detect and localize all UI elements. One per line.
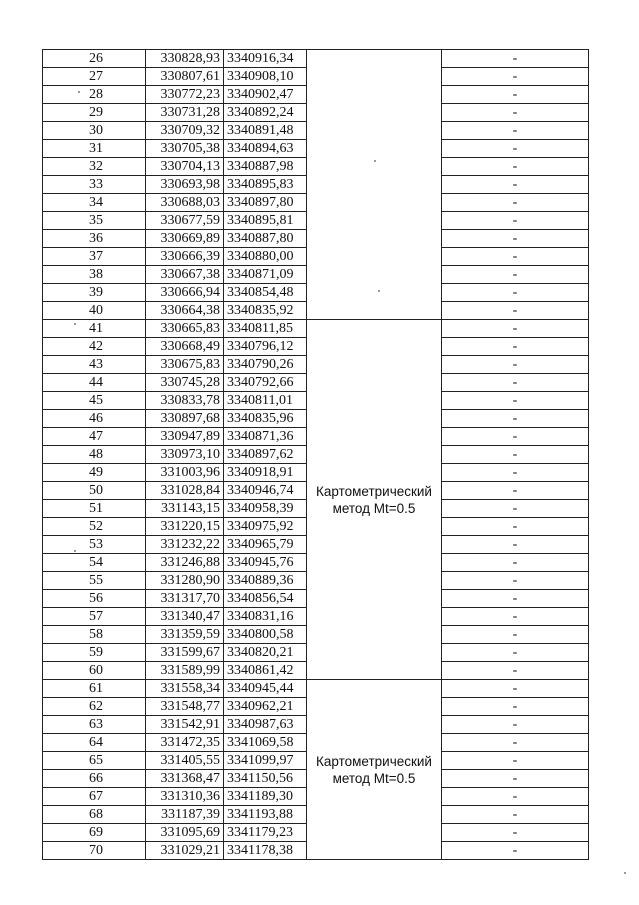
x-coordinate-cell: 330665,83 xyxy=(146,320,224,338)
dash-cell: - xyxy=(442,140,589,158)
point-number-cell: 26 xyxy=(43,50,146,68)
point-number-cell: 66 xyxy=(43,770,146,788)
method-line-1: Картометрический xyxy=(316,483,432,499)
x-coordinate-cell: 331187,39 xyxy=(146,806,224,824)
y-coordinate-cell: 3340792,66 xyxy=(224,374,307,392)
point-number-cell: 54 xyxy=(43,554,146,572)
point-number-cell: 69 xyxy=(43,824,146,842)
dash-cell: - xyxy=(442,392,589,410)
point-number-cell: 47 xyxy=(43,428,146,446)
x-coordinate-cell: 330973,10 xyxy=(146,446,224,464)
y-coordinate-cell: 3340965,79 xyxy=(224,536,307,554)
y-coordinate-cell: 3340811,85 xyxy=(224,320,307,338)
y-coordinate-cell: 3340908,10 xyxy=(224,68,307,86)
table-row xyxy=(43,320,589,338)
dash-cell: - xyxy=(442,104,589,122)
x-coordinate-cell: 330731,28 xyxy=(146,104,224,122)
coordinates-table-body xyxy=(43,50,589,860)
point-number-cell: 55 xyxy=(43,572,146,590)
dash-cell: - xyxy=(442,662,589,680)
x-coordinate-cell: 331143,15 xyxy=(146,500,224,518)
dash-cell: - xyxy=(442,482,589,500)
y-coordinate-cell: 3340891,48 xyxy=(224,122,307,140)
x-coordinate-cell: 331599,67 xyxy=(146,644,224,662)
y-coordinate-cell: 3340945,44 xyxy=(224,680,307,698)
y-coordinate-cell: 3340975,92 xyxy=(224,518,307,536)
point-number-cell: 68 xyxy=(43,806,146,824)
dash-cell: - xyxy=(442,806,589,824)
dash-cell: - xyxy=(442,320,589,338)
y-coordinate-cell: 3340790,26 xyxy=(224,356,307,374)
method-line-2: метод Mt=0.5 xyxy=(332,770,416,786)
y-coordinate-cell: 3340831,16 xyxy=(224,608,307,626)
x-coordinate-cell: 330807,61 xyxy=(146,68,224,86)
point-number-cell: 33 xyxy=(43,176,146,194)
y-coordinate-cell: 3340894,63 xyxy=(224,140,307,158)
dash-cell: - xyxy=(442,500,589,518)
point-number-cell: 52 xyxy=(43,518,146,536)
y-coordinate-cell: 3340820,21 xyxy=(224,644,307,662)
y-coordinate-cell: 3340897,80 xyxy=(224,194,307,212)
y-coordinate-cell: 3340958,39 xyxy=(224,500,307,518)
scan-speck xyxy=(378,290,380,292)
x-coordinate-cell: 330947,89 xyxy=(146,428,224,446)
point-number-cell: 38 xyxy=(43,266,146,284)
point-number-cell: 35 xyxy=(43,212,146,230)
y-coordinate-cell: 3340987,63 xyxy=(224,716,307,734)
point-number-cell: 61 xyxy=(43,680,146,698)
y-coordinate-cell: 3340945,76 xyxy=(224,554,307,572)
dash-cell: - xyxy=(442,266,589,284)
dash-cell: - xyxy=(442,536,589,554)
x-coordinate-cell: 331340,47 xyxy=(146,608,224,626)
dash-cell: - xyxy=(442,122,589,140)
point-number-cell: 46 xyxy=(43,410,146,428)
y-coordinate-cell: 3340895,81 xyxy=(224,212,307,230)
y-coordinate-cell: 3340887,98 xyxy=(224,158,307,176)
x-coordinate-cell: 331405,55 xyxy=(146,752,224,770)
x-coordinate-cell: 331280,90 xyxy=(146,572,224,590)
point-number-cell: 34 xyxy=(43,194,146,212)
dash-cell: - xyxy=(442,194,589,212)
point-number-cell: 44 xyxy=(43,374,146,392)
coordinates-table xyxy=(42,49,589,860)
table-row xyxy=(43,680,589,698)
x-coordinate-cell: 330677,59 xyxy=(146,212,224,230)
dash-cell: - xyxy=(442,698,589,716)
dash-cell: - xyxy=(442,176,589,194)
point-number-cell: 43 xyxy=(43,356,146,374)
scan-speck xyxy=(624,872,626,874)
x-coordinate-cell: 330668,49 xyxy=(146,338,224,356)
y-coordinate-cell: 3340800,58 xyxy=(224,626,307,644)
x-coordinate-cell: 330669,89 xyxy=(146,230,224,248)
point-number-cell: 28 xyxy=(43,86,146,104)
x-coordinate-cell: 330667,38 xyxy=(146,266,224,284)
y-coordinate-cell: 3341179,23 xyxy=(224,824,307,842)
x-coordinate-cell: 330897,68 xyxy=(146,410,224,428)
dash-cell: - xyxy=(442,752,589,770)
x-coordinate-cell: 330772,23 xyxy=(146,86,224,104)
point-number-cell: 40 xyxy=(43,302,146,320)
x-coordinate-cell: 330666,94 xyxy=(146,284,224,302)
x-coordinate-cell: 331589,99 xyxy=(146,662,224,680)
y-coordinate-cell: 3340918,91 xyxy=(224,464,307,482)
point-number-cell: 58 xyxy=(43,626,146,644)
point-number-cell: 50 xyxy=(43,482,146,500)
dash-cell: - xyxy=(442,410,589,428)
y-coordinate-cell: 3340854,48 xyxy=(224,284,307,302)
scan-speck xyxy=(78,91,80,93)
y-coordinate-cell: 3340861,42 xyxy=(224,662,307,680)
y-coordinate-cell: 3340871,09 xyxy=(224,266,307,284)
y-coordinate-cell: 3340887,80 xyxy=(224,230,307,248)
method-line-1: Картометрический xyxy=(316,753,432,769)
y-coordinate-cell: 3340892,24 xyxy=(224,104,307,122)
dash-cell: - xyxy=(442,572,589,590)
point-number-cell: 39 xyxy=(43,284,146,302)
dash-cell: - xyxy=(442,824,589,842)
point-number-cell: 48 xyxy=(43,446,146,464)
point-number-cell: 51 xyxy=(43,500,146,518)
dash-cell: - xyxy=(442,356,589,374)
x-coordinate-cell: 331542,91 xyxy=(146,716,224,734)
scan-speck xyxy=(74,323,76,325)
point-number-cell: 37 xyxy=(43,248,146,266)
dash-cell: - xyxy=(442,428,589,446)
dash-cell: - xyxy=(442,590,589,608)
x-coordinate-cell: 330704,13 xyxy=(146,158,224,176)
x-coordinate-cell: 330745,28 xyxy=(146,374,224,392)
x-coordinate-cell: 331558,34 xyxy=(146,680,224,698)
dash-cell: - xyxy=(442,446,589,464)
point-number-cell: 57 xyxy=(43,608,146,626)
x-coordinate-cell: 330833,78 xyxy=(146,392,224,410)
x-coordinate-cell: 330664,38 xyxy=(146,302,224,320)
x-coordinate-cell: 330709,32 xyxy=(146,122,224,140)
y-coordinate-cell: 3341069,58 xyxy=(224,734,307,752)
point-number-cell: 53 xyxy=(43,536,146,554)
dash-cell: - xyxy=(442,158,589,176)
dash-cell: - xyxy=(442,608,589,626)
x-coordinate-cell: 330675,83 xyxy=(146,356,224,374)
point-number-cell: 63 xyxy=(43,716,146,734)
point-number-cell: 36 xyxy=(43,230,146,248)
x-coordinate-cell: 331368,47 xyxy=(146,770,224,788)
y-coordinate-cell: 3340889,36 xyxy=(224,572,307,590)
x-coordinate-cell: 331246,88 xyxy=(146,554,224,572)
point-number-cell: 31 xyxy=(43,140,146,158)
table-row xyxy=(43,50,589,68)
scan-speck xyxy=(74,550,76,552)
point-number-cell: 65 xyxy=(43,752,146,770)
dash-cell: - xyxy=(442,716,589,734)
point-number-cell: 45 xyxy=(43,392,146,410)
x-coordinate-cell: 331028,84 xyxy=(146,482,224,500)
dash-cell: - xyxy=(442,302,589,320)
y-coordinate-cell: 3341189,30 xyxy=(224,788,307,806)
dash-cell: - xyxy=(442,842,589,860)
method-cell xyxy=(307,320,442,680)
method-cell xyxy=(307,50,442,320)
dash-cell: - xyxy=(442,212,589,230)
x-coordinate-cell: 331095,69 xyxy=(146,824,224,842)
y-coordinate-cell: 3340835,96 xyxy=(224,410,307,428)
x-coordinate-cell: 330828,93 xyxy=(146,50,224,68)
y-coordinate-cell: 3340916,34 xyxy=(224,50,307,68)
x-coordinate-cell: 331359,59 xyxy=(146,626,224,644)
y-coordinate-cell: 3340946,74 xyxy=(224,482,307,500)
dash-cell: - xyxy=(442,230,589,248)
dash-cell: - xyxy=(442,770,589,788)
point-number-cell: 62 xyxy=(43,698,146,716)
point-number-cell: 41 xyxy=(43,320,146,338)
dash-cell: - xyxy=(442,788,589,806)
dash-cell: - xyxy=(442,68,589,86)
dash-cell: - xyxy=(442,284,589,302)
point-number-cell: 30 xyxy=(43,122,146,140)
dash-cell: - xyxy=(442,86,589,104)
x-coordinate-cell: 331472,35 xyxy=(146,734,224,752)
point-number-cell: 49 xyxy=(43,464,146,482)
x-coordinate-cell: 330705,38 xyxy=(146,140,224,158)
x-coordinate-cell: 331220,15 xyxy=(146,518,224,536)
point-number-cell: 27 xyxy=(43,68,146,86)
y-coordinate-cell: 3340835,92 xyxy=(224,302,307,320)
y-coordinate-cell: 3340962,21 xyxy=(224,698,307,716)
dash-cell: - xyxy=(442,50,589,68)
method-cell xyxy=(307,680,442,860)
dash-cell: - xyxy=(442,626,589,644)
x-coordinate-cell: 331232,22 xyxy=(146,536,224,554)
dash-cell: - xyxy=(442,464,589,482)
dash-cell: - xyxy=(442,644,589,662)
x-coordinate-cell: 331003,96 xyxy=(146,464,224,482)
point-number-cell: 67 xyxy=(43,788,146,806)
x-coordinate-cell: 331317,70 xyxy=(146,590,224,608)
y-coordinate-cell: 3340871,36 xyxy=(224,428,307,446)
dash-cell: - xyxy=(442,734,589,752)
x-coordinate-cell: 331310,36 xyxy=(146,788,224,806)
point-number-cell: 56 xyxy=(43,590,146,608)
x-coordinate-cell: 330688,03 xyxy=(146,194,224,212)
dash-cell: - xyxy=(442,338,589,356)
y-coordinate-cell: 3340902,47 xyxy=(224,86,307,104)
y-coordinate-cell: 3341178,38 xyxy=(224,842,307,860)
y-coordinate-cell: 3341150,56 xyxy=(224,770,307,788)
dash-cell: - xyxy=(442,374,589,392)
scan-speck xyxy=(374,160,376,162)
y-coordinate-cell: 3341193,88 xyxy=(224,806,307,824)
dash-cell: - xyxy=(442,248,589,266)
dash-cell: - xyxy=(442,680,589,698)
dash-cell: - xyxy=(442,554,589,572)
point-number-cell: 32 xyxy=(43,158,146,176)
y-coordinate-cell: 3341099,97 xyxy=(224,752,307,770)
method-line-2: метод Mt=0.5 xyxy=(332,500,416,516)
dash-cell: - xyxy=(442,518,589,536)
y-coordinate-cell: 3340796,12 xyxy=(224,338,307,356)
y-coordinate-cell: 3340895,83 xyxy=(224,176,307,194)
y-coordinate-cell: 3340811,01 xyxy=(224,392,307,410)
x-coordinate-cell: 331548,77 xyxy=(146,698,224,716)
x-coordinate-cell: 330666,39 xyxy=(146,248,224,266)
point-number-cell: 64 xyxy=(43,734,146,752)
y-coordinate-cell: 3340880,00 xyxy=(224,248,307,266)
x-coordinate-cell: 330693,98 xyxy=(146,176,224,194)
point-number-cell: 60 xyxy=(43,662,146,680)
point-number-cell: 59 xyxy=(43,644,146,662)
y-coordinate-cell: 3340897,62 xyxy=(224,446,307,464)
point-number-cell: 70 xyxy=(43,842,146,860)
y-coordinate-cell: 3340856,54 xyxy=(224,590,307,608)
point-number-cell: 42 xyxy=(43,338,146,356)
point-number-cell: 29 xyxy=(43,104,146,122)
x-coordinate-cell: 331029,21 xyxy=(146,842,224,860)
